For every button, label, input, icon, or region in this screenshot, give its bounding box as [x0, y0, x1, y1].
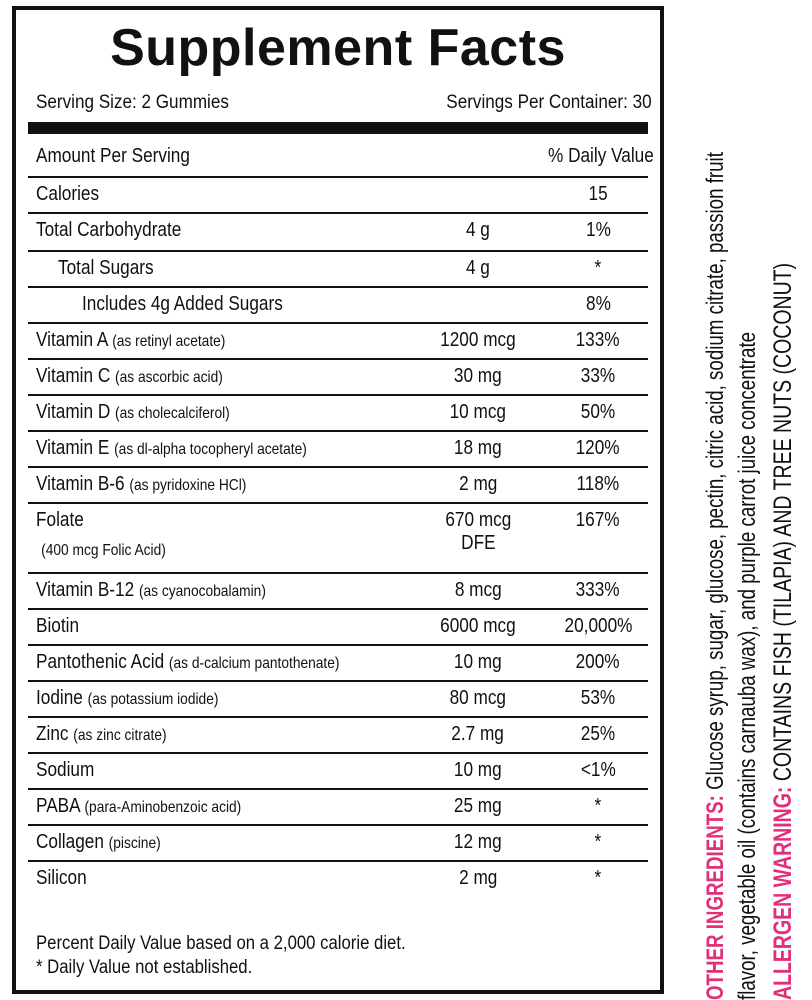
- side-label: [700, 0, 812, 1000]
- nutrient-amount: 8 mcg: [454, 579, 502, 601]
- table-row: [28, 324, 648, 360]
- allergen-warning: [767, 0, 800, 1000]
- nutrient-daily-value: 200%: [576, 651, 620, 673]
- footnote-dv-not-established: * Daily Value not established.: [36, 957, 253, 978]
- thick-divider: [28, 122, 648, 134]
- table-row: [28, 252, 648, 288]
- nutrient-amount: 80 mcg: [449, 687, 507, 709]
- other-ingredients-text-1: Glucose syrup, sugar, glucose, pectin, citric acid, sodium citrate, passion fruit: [702, 152, 729, 790]
- nutrient-daily-value: <1%: [580, 759, 616, 781]
- nutrient-source: (as dl-alpha tocopheryl acetate): [114, 441, 307, 458]
- serving-size: Serving Size: 2 Gummies: [36, 92, 229, 113]
- nutrient-name: Includes 4g Added Sugars: [82, 293, 283, 315]
- table-row: [28, 178, 648, 214]
- nutrient-name: Vitamin B-6: [36, 473, 125, 495]
- nutrient-amount: 30 mg: [454, 365, 502, 387]
- table-row: [28, 574, 648, 610]
- nutrient-daily-value: 50%: [580, 401, 616, 423]
- nutrient-daily-value: 1%: [585, 219, 611, 241]
- amount-header: Amount Per Serving: [36, 145, 190, 167]
- nutrient-name: Vitamin C: [36, 365, 111, 387]
- nutrient-table: [28, 140, 654, 898]
- allergen-text: CONTAINS FISH (TILAPIA) AND TREE NUTS (COCONUT): [769, 262, 797, 782]
- nutrient-amount: 18 mg: [454, 437, 502, 459]
- nutrient-daily-value: 120%: [576, 437, 620, 459]
- nutrient-amount: 2.7 mg: [451, 723, 505, 745]
- nutrient-daily-value: *: [594, 257, 602, 279]
- nutrient-name: Iodine: [36, 687, 83, 709]
- table-row: [28, 754, 648, 790]
- nutrient-daily-value: 25%: [580, 723, 616, 745]
- nutrient-daily-value: 20,000%: [564, 615, 632, 637]
- nutrient-name: Sodium: [36, 759, 95, 781]
- serving-info: [36, 88, 652, 118]
- nutrient-name: Pantothenic Acid: [36, 651, 165, 673]
- table-row: [28, 646, 648, 682]
- nutrient-name: Collagen: [36, 831, 104, 853]
- dv-header: % Daily Value: [548, 145, 654, 167]
- nutrient-name: Zinc: [36, 723, 69, 745]
- nutrient-name: Calories: [36, 183, 100, 205]
- nutrient-amount: 670 mcg: [445, 509, 511, 531]
- nutrient-amount: 2 mg: [458, 867, 498, 889]
- nutrient-daily-value: 15: [588, 183, 608, 205]
- nutrient-source: (as d-calcium pantothenate): [168, 655, 340, 672]
- nutrient-source: (as cholecalciferol): [115, 405, 230, 422]
- nutrient-amount: 6000 mcg: [440, 615, 516, 637]
- panel-title: Supplement Facts: [110, 19, 566, 77]
- nutrient-name: Folate: [36, 509, 84, 531]
- table-row: [28, 432, 648, 468]
- other-ingredients-text-2: flavor, vegetable oil (contains carnauba wax), and purple carrot juice concentrate: [734, 331, 761, 1000]
- nutrient-daily-value: 8%: [585, 293, 611, 315]
- table-header: [28, 140, 654, 178]
- other-ingredients-label: OTHER INGREDIENTS:: [702, 795, 729, 1000]
- nutrient-amount: 2 mg: [458, 473, 498, 495]
- nutrient-amount-unit: DFE: [460, 532, 496, 554]
- nutrient-daily-value: *: [594, 867, 602, 889]
- table-row: [28, 468, 648, 504]
- supplement-facts-panel: [12, 6, 664, 994]
- nutrient-source: (as zinc citrate): [73, 727, 167, 744]
- nutrient-source: (as ascorbic acid): [115, 369, 223, 386]
- table-row: [28, 288, 648, 324]
- nutrient-name: Vitamin D: [36, 401, 111, 423]
- nutrient-daily-value: 133%: [576, 329, 620, 351]
- nutrient-name: Vitamin E: [36, 437, 110, 459]
- table-row: [28, 682, 648, 718]
- nutrient-amount: 12 mg: [454, 831, 502, 853]
- nutrient-amount: 4 g: [466, 257, 490, 279]
- nutrient-daily-value: *: [594, 795, 602, 817]
- table-row: [28, 826, 648, 862]
- other-ingredients-line-1: [700, 0, 732, 1000]
- nutrient-name: PABA: [36, 795, 80, 817]
- nutrient-daily-value: *: [594, 831, 602, 853]
- nutrient-name: Biotin: [36, 615, 80, 637]
- allergen-label: ALLERGEN WARNING:: [769, 786, 797, 1000]
- nutrient-amount: 25 mg: [454, 795, 502, 817]
- table-row: [28, 360, 648, 396]
- nutrient-name: Total Sugars: [58, 257, 154, 279]
- table-row: [28, 790, 648, 826]
- table-row: [28, 718, 648, 754]
- nutrient-amount: 10 mg: [454, 759, 502, 781]
- nutrient-source: (piscine): [108, 835, 161, 852]
- nutrient-name: Vitamin A: [36, 329, 108, 351]
- table-row: [28, 862, 648, 898]
- nutrient-name: Vitamin B-12: [36, 579, 135, 601]
- nutrient-amount: 10 mcg: [449, 401, 507, 423]
- nutrient-daily-value: 53%: [580, 687, 616, 709]
- nutrient-source: (as pyridoxine HCl): [129, 477, 247, 494]
- nutrient-name: Total Carbohydrate: [36, 219, 182, 241]
- table-row: [28, 214, 648, 252]
- nutrient-daily-value: 333%: [576, 579, 620, 601]
- nutrient-source: (400 mcg Folic Acid): [41, 542, 166, 559]
- nutrient-daily-value: 33%: [580, 365, 616, 387]
- footnote-dv-basis: Percent Daily Value based on a 2,000 calorie diet.: [36, 933, 406, 954]
- footnotes: [36, 932, 456, 980]
- nutrient-source: (as cyanocobalamin): [138, 583, 266, 600]
- nutrient-daily-value: 118%: [576, 473, 620, 495]
- table-row: [28, 610, 648, 646]
- nutrient-name: Silicon: [36, 867, 87, 889]
- nutrient-daily-value: 167%: [576, 509, 620, 531]
- nutrient-amount: 10 mg: [454, 651, 502, 673]
- table-row: [28, 396, 648, 432]
- nutrient-amount: 1200 mcg: [440, 329, 516, 351]
- nutrient-source: (para-Aminobenzoic acid): [84, 799, 242, 816]
- table-row: [28, 504, 648, 574]
- nutrient-source: (as potassium iodide): [87, 691, 219, 708]
- nutrient-source: (as retinyl acetate): [112, 333, 226, 350]
- servings-per-container: Servings Per Container: 30: [446, 92, 652, 113]
- other-ingredients-line-2: [732, 0, 764, 1000]
- nutrient-amount: 4 g: [466, 219, 490, 241]
